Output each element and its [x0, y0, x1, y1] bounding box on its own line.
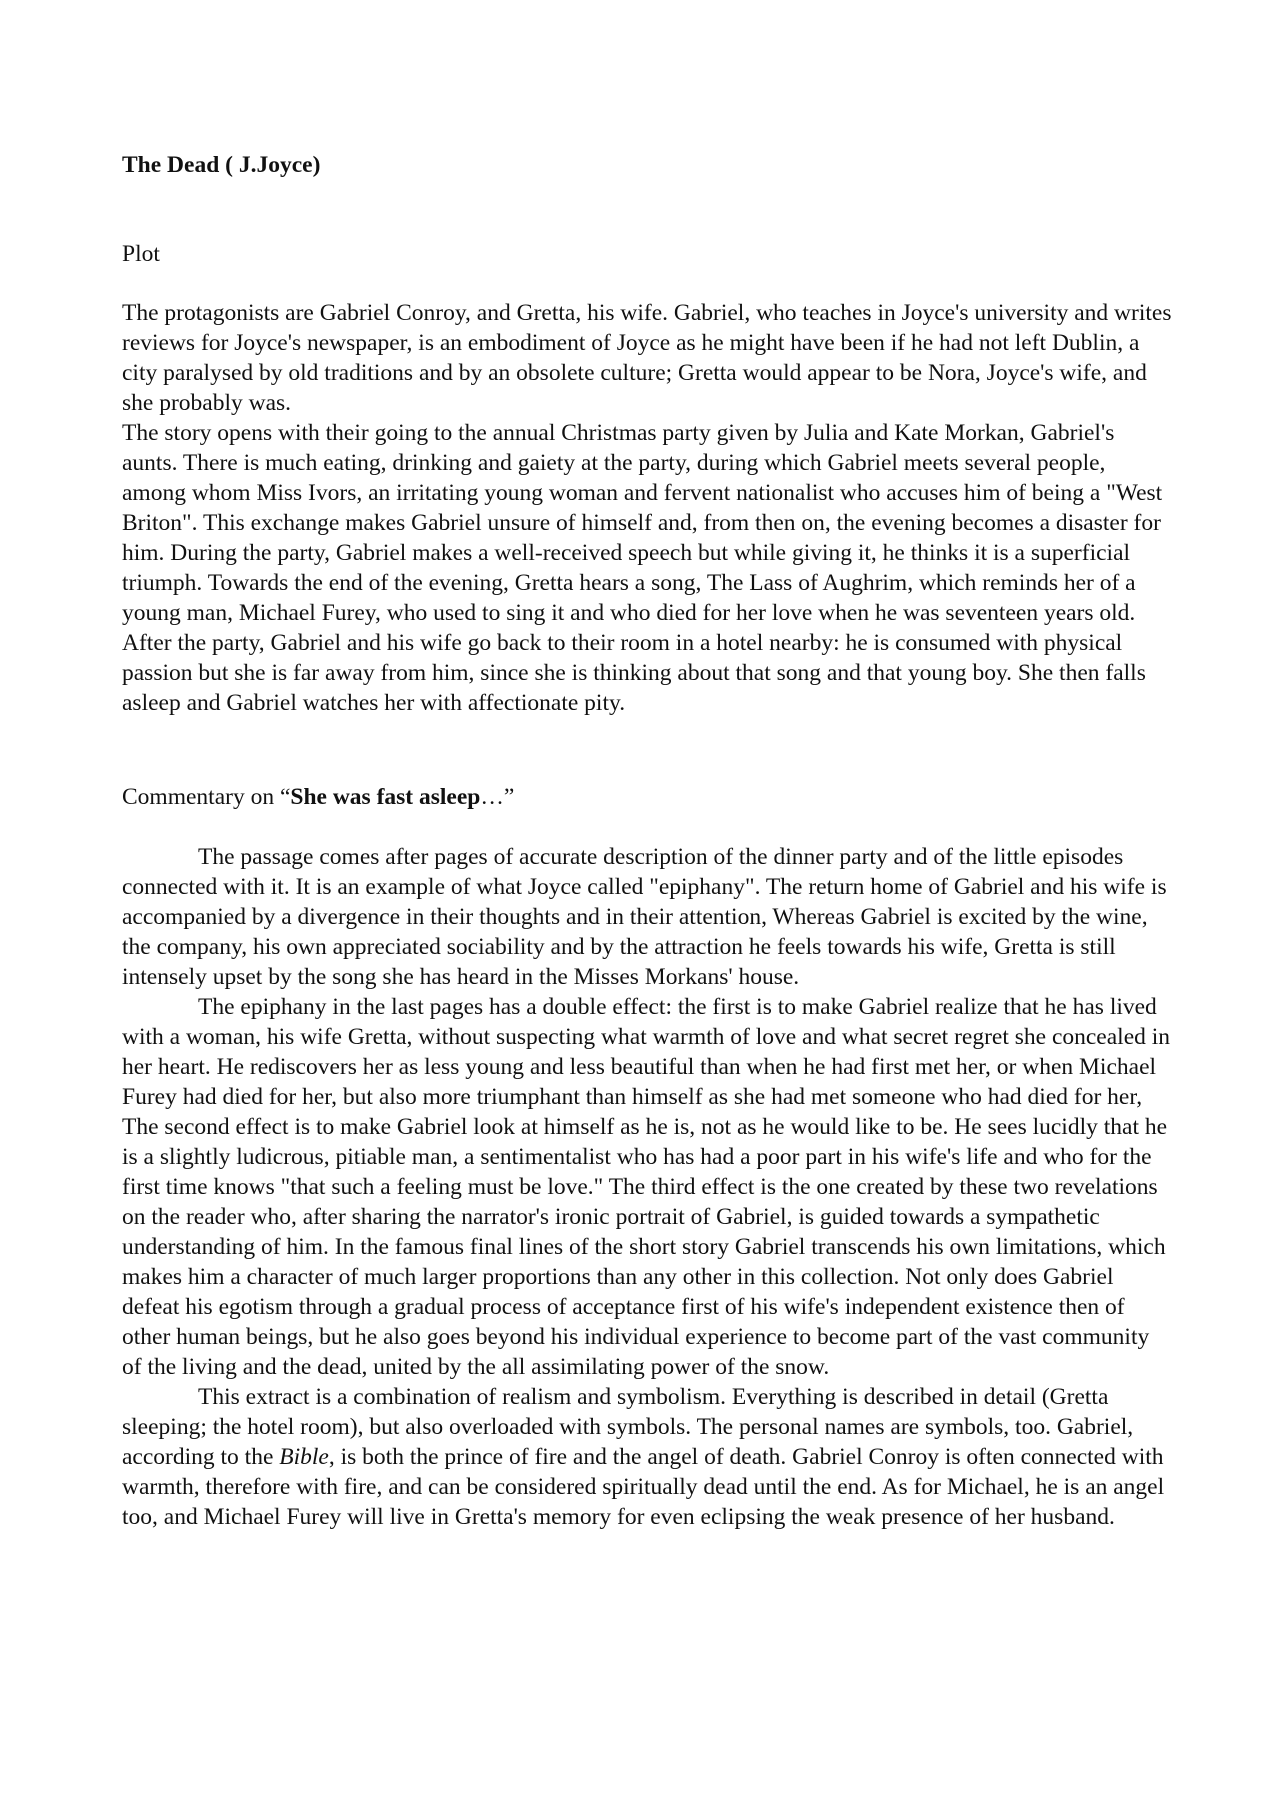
plot-section: [122, 298, 1172, 718]
commentary-heading-quote: She was fast asleep: [290, 784, 481, 810]
commentary-heading: [122, 782, 514, 812]
document-title: The Dead ( J.Joyce): [122, 152, 321, 178]
final-paragraph-text-b: , is both the prince of fire and the angel of death. Gabriel Conroy is often connected with warmth, therefore with fire, and can be considered spiritually dead until the end. As for Michael, he is an angel too, and Michael Furey will live in Gretta's memory for even eclipsing the weak presence of her husband.: [122, 1444, 1165, 1530]
commentary-paragraph: The passage comes after pages of accurate description of the dinner party and of the little episodes connected with it. It is an example of what Joyce called "epiphany". The return home of Gabriel and his wife is accompanied by a divergence in their thoughts and in their attention, Whereas Gabriel is excited by the wine, the company, his own appreciated sociability and by the attraction he feels towards his wife, Gretta is still intensely upset by the song she has heard in the Misses Morkans' house.: [122, 844, 1167, 990]
plot-paragraph: The protagonists are Gabriel Conroy, and Gretta, his wife. Gabriel, who teaches in Joyce's university and writes reviews for Joyce's newspaper, is an embodiment of Joyce as he might have been if he had not left Dublin, a city paralysed by old traditions and by an obsolete culture; Gretta would appear to be Nora, Joyce's wife, and she probably was.: [122, 300, 1172, 416]
bible-reference: Bible: [279, 1444, 329, 1470]
final-paragraph-text-a: This extract is a combination of realism and symbolism. Everything is described in detail (Gretta sleeping; the hotel room), but also overloaded with symbols. The personal names are symbols, too. Gabriel, according to the: [122, 1384, 1134, 1470]
commentary-heading-suffix: …”: [480, 784, 515, 810]
document-page: [122, 150, 1172, 1530]
commentary-heading-prefix: Commentary on “: [122, 784, 291, 810]
plot-paragraph: The story opens with their going to the annual Christmas party given by Julia and Kate Morkan, Gabriel's aunts. There is much eating, drinking and gaiety at the party, during which Gabriel meets several people, among whom Miss Ivors, an irritating young woman and fervent nationalist who accuses him of being a "West Briton". This exchange makes Gabriel unsure of himself and, from then on, the evening becomes a disaster for him. During the party, Gabriel makes a well-received speech but while giving it, he thinks it is a superficial triumph. Towards the end of the evening, Gretta hears a song, The Lass of Aughrim, which reminds her of a young man, Michael Furey, who used to sing it and who died for her love when he was seventeen years old. After the party, Gabriel and his wife go back to their room in a hotel nearby: he is consumed with physical passion but she is far away from him, since she is thinking about that song and that young boy. She then falls asleep and Gabriel watches her with affectionate pity.: [122, 420, 1163, 716]
commentary-section: [122, 842, 1172, 1532]
commentary-paragraph-final: [122, 1382, 1172, 1532]
plot-heading: Plot: [122, 241, 160, 267]
commentary-paragraph: The epiphany in the last pages has a double effect: the first is to make Gabriel realize that he has lived with a woman, his wife Gretta, without suspecting what warmth of love and what secret regret she concealed in her heart. He rediscovers her as less young and less beautiful than when he had first met her, or when Michael Furey had died for her, but also more triumphant than himself as she had met someone who had died for her, The second effect is to make Gabriel look at himself as he is, not as he would like to be. He sees lucidly that he is a slightly ludicrous, pitiable man, a sentimentalist who has had a poor part in his wife's life and who for the first time knows "that such a feeling must be love." The third effect is the one created by these two revelations on the reader who, after sharing the narrator's ironic portrait of Gabriel, is guided towards a sympathetic understanding of him. In the famous final lines of the short story Gabriel transcends his own limitations, which makes him a character of much larger proportions than any other in this collection. Not only does Gabriel defeat his egotism through a gradual process of acceptance first of his wife's independent existence then of other human beings, but he also goes beyond his individual experience to become part of the vast community of the living and the dead, united by the all assimilating power of the snow.: [122, 994, 1171, 1380]
